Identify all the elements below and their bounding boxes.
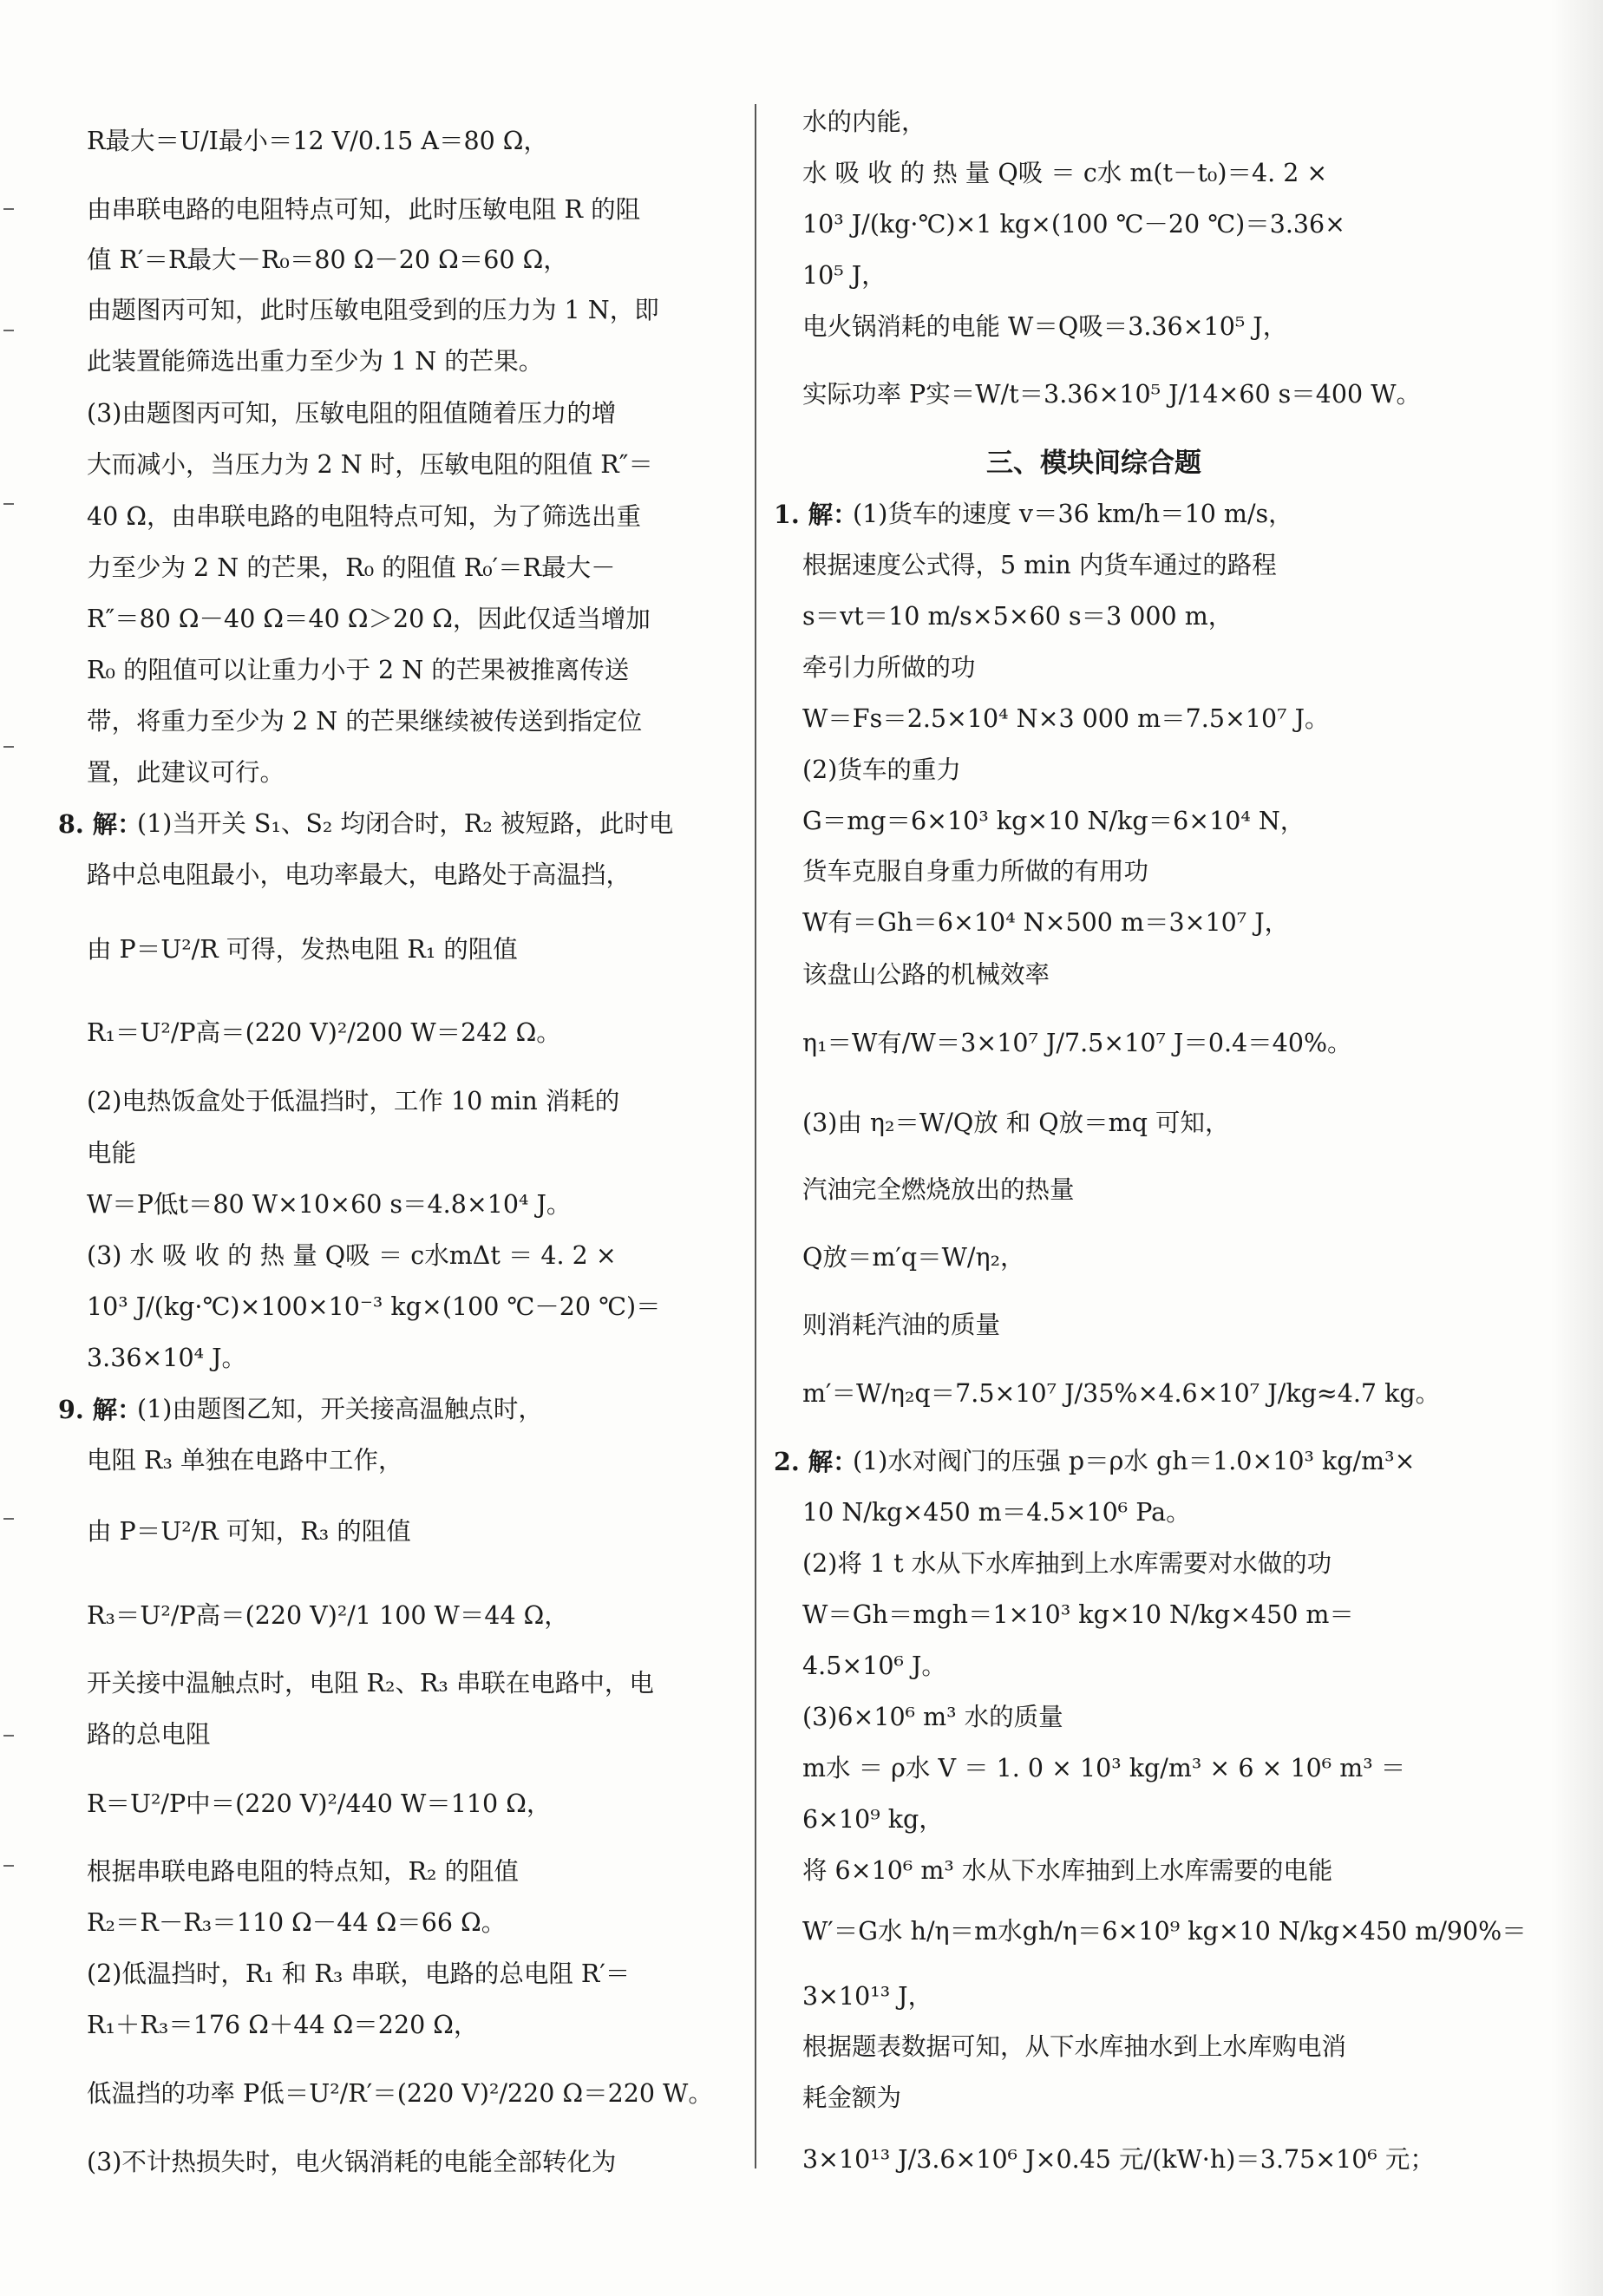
formula-line: R＝U²/P中＝(220 V)²/440 W＝110 Ω， bbox=[87, 1789, 552, 1818]
formula-line: 10 N/kg×450 m＝4.5×10⁶ Pa。 bbox=[802, 1498, 1191, 1527]
text-line: 此装置能筛选出重力至少为 1 N 的芒果。 bbox=[87, 347, 544, 376]
text-line: (1)由题图乙知，开关接高温触点时， bbox=[137, 1395, 543, 1423]
text-line: 带，将重力至少为 2 N 的芒果继续被传送到指定位 bbox=[87, 707, 643, 736]
text-line: 10³ J/(kg·℃)×1 kg×(100 ℃－20 ℃)＝3.36× bbox=[802, 210, 1346, 239]
formula-line: 低温挡的功率 P低＝U²/R′＝(220 V)²/220 Ω＝220 W。 bbox=[87, 2079, 713, 2108]
text-line: 该盘山公路的机械效率 bbox=[802, 960, 1050, 989]
text-line: 置，此建议可行。 bbox=[87, 758, 285, 787]
text-line: 40 Ω，由串联电路的电阻特点可知，为了筛选出重 bbox=[87, 502, 641, 531]
text-line: (2)将 1 t 水从下水库抽到上水库需要对水做的功 bbox=[802, 1549, 1332, 1578]
text-line: (3)不计热损失时，电火锅消耗的电能全部转化为 bbox=[87, 2148, 617, 2176]
text-line: R₀ 的阻值可以让重力小于 2 N 的芒果被推离传送 bbox=[87, 656, 630, 684]
text-line: 路的总电阻 bbox=[87, 1720, 211, 1749]
formula-line: W有＝Gh＝6×10⁴ N×500 m＝3×10⁷ J， bbox=[802, 908, 1290, 937]
text-line: 力至少为 2 N 的芒果，R₀ 的阻值 R₀′＝R最大－ bbox=[87, 553, 616, 582]
formula-line: W＝P低t＝80 W×10×60 s＝4.8×10⁴ J。 bbox=[87, 1190, 572, 1219]
binding-margin bbox=[0, 0, 19, 2296]
formula-line: W＝Fs＝2.5×10⁴ N×3 000 m＝7.5×10⁷ J。 bbox=[802, 704, 1330, 733]
text-line: R″＝80 Ω－40 Ω＝40 Ω＞20 Ω，因此仅适当增加 bbox=[87, 605, 651, 633]
text-line: (3)由题图丙可知，压敏电阻的阻值随着压力的增 bbox=[87, 399, 617, 428]
text-line: 由题图丙可知，此时压敏电阻受到的压力为 1 N，即 bbox=[87, 296, 659, 324]
formula-line: 3×10¹³ J， bbox=[802, 1982, 933, 2011]
formula-line: R₁＝U²/P高＝(220 V)²/200 W＝242 Ω。 bbox=[87, 1018, 561, 1047]
text-line: 将 6×10⁶ m³ 水从下水库抽到上水库需要的电能 bbox=[802, 1856, 1333, 1885]
text-line: 水 吸 收 的 热 量 Q吸 ＝ c水 m(t－t₀)＝4. 2 × bbox=[802, 159, 1328, 187]
formula-line: (3)由 η₂＝W/Q放 和 Q放＝mq 可知， bbox=[802, 1109, 1230, 1137]
text-line: (3) 水 吸 收 的 热 量 Q吸 ＝ c水mΔt ＝ 4. 2 × bbox=[87, 1241, 617, 1270]
text-line: 则消耗汽油的质量 bbox=[802, 1311, 1001, 1339]
formula-line: s＝vt＝10 m/s×5×60 s＝3 000 m， bbox=[802, 602, 1233, 631]
text-line: 根据题表数据可知，从下水库抽水到上水库购电消 bbox=[802, 2032, 1347, 2061]
text-line: 值 R′＝R最大－R₀＝80 Ω－20 Ω＝60 Ω， bbox=[87, 245, 568, 274]
text-line: (1)货车的速度 v＝36 km/h＝10 m/s， bbox=[853, 500, 1293, 528]
formula-line: 6×10⁹ kg， bbox=[802, 1805, 944, 1834]
text-line: 电能 bbox=[87, 1139, 137, 1168]
text-line: 大而减小，当压力为 2 N 时，压敏电阻的阻值 R″＝ bbox=[87, 450, 653, 479]
text-line: (1)当开关 S₁、S₂ 均闭合时，R₂ 被短路，此时电 bbox=[137, 809, 674, 838]
formula-line: G＝mg＝6×10³ kg×10 N/kg＝6×10⁴ N， bbox=[802, 807, 1305, 835]
text-line: (2)货车的重力 bbox=[802, 756, 961, 784]
text-line: 10³ J/(kg·℃)×100×10⁻³ kg×(100 ℃－20 ℃)＝ bbox=[87, 1292, 661, 1321]
question-2-label: 2. 解： bbox=[774, 1447, 858, 1476]
text-line: (2)低温挡时，R₁ 和 R₃ 串联，电路的总电阻 R′＝ bbox=[87, 1959, 631, 1988]
question-1-label: 1. 解： bbox=[774, 500, 858, 529]
text-line: (3)6×10⁶ m³ 水的质量 bbox=[802, 1703, 1063, 1731]
text-line: 10⁵ J， bbox=[802, 261, 887, 290]
formula-line: m′＝W/η₂q＝7.5×10⁷ J/35%×4.6×10⁷ J/kg≈4.7 kg。 bbox=[802, 1379, 1441, 1408]
page-edge-shadow bbox=[1551, 0, 1603, 2296]
text-line: 电阻 R₃ 单独在电路中工作， bbox=[87, 1446, 403, 1475]
text-line: 汽油完全燃烧放出的热量 bbox=[802, 1175, 1075, 1204]
text-line: (2)电热饭盒处于低温挡时，工作 10 min 消耗的 bbox=[87, 1087, 620, 1115]
text-line: 耗金额为 bbox=[802, 2083, 902, 2112]
text-line: 3.36×10⁴ J。 bbox=[87, 1344, 247, 1372]
formula-line: R₂＝R－R₃＝110 Ω－44 Ω＝66 Ω。 bbox=[87, 1908, 507, 1937]
text-line: 根据串联电路电阻的特点知，R₂ 的阻值 bbox=[87, 1857, 519, 1886]
formula-line: R₁＋R₃＝176 Ω＋44 Ω＝220 Ω， bbox=[87, 2011, 479, 2039]
formula-line: R₃＝U²/P高＝(220 V)²/1 100 W＝44 Ω， bbox=[87, 1601, 569, 1630]
text-line: 由串联电路的电阻特点可知，此时压敏电阻 R 的阻 bbox=[87, 195, 641, 224]
formula-line: η₁＝W有/W＝3×10⁷ J/7.5×10⁷ J＝0.4＝40%。 bbox=[802, 1029, 1352, 1057]
formula-line: 由 P＝U²/R 可知，R₃ 的阻值 bbox=[87, 1517, 411, 1546]
question-9-label: 9. 解： bbox=[58, 1395, 142, 1424]
text-line: R最大＝U/I最小＝12 V/0.15 A＝80 Ω， bbox=[87, 127, 548, 155]
text-line: 水的内能， bbox=[802, 108, 926, 136]
text-line: (1)水对阀门的压强 p＝ρ水 gh＝1.0×10³ kg/m³× bbox=[853, 1447, 1416, 1475]
text-line: 开关接中温触点时，电阻 R₂、R₃ 串联在电路中，电 bbox=[87, 1669, 654, 1697]
text-line: 货车克服自身重力所做的有用功 bbox=[802, 857, 1149, 886]
formula-line: 实际功率 P实＝W/t＝3.36×10⁵ J/14×60 s＝400 W。 bbox=[802, 380, 1422, 409]
text-line: 牵引力所做的功 bbox=[802, 653, 976, 682]
text-line: 根据速度公式得，5 min 内货车通过的路程 bbox=[802, 551, 1277, 579]
column-divider bbox=[755, 104, 756, 2168]
formula-line: W＝Gh＝mgh＝1×10³ kg×10 N/kg×450 m＝ bbox=[802, 1600, 1354, 1629]
question-8-label: 8. 解： bbox=[58, 809, 142, 839]
formula-line: 4.5×10⁶ J。 bbox=[802, 1652, 946, 1680]
formula-line: 3×10¹³ J/3.6×10⁶ J×0.45 元/(kW·h)＝3.75×10⁶ 元； bbox=[802, 2145, 1435, 2174]
formula-line: 由 P＝U²/R 可得，发热电阻 R₁ 的阻值 bbox=[87, 935, 518, 964]
text-line: 路中总电阻最小，电功率最大，电路处于高温挡， bbox=[87, 860, 631, 889]
text-line: 电火锅消耗的电能 W＝Q吸＝3.36×10⁵ J， bbox=[802, 312, 1288, 341]
section-heading: 三、模块间综合题 bbox=[986, 448, 1201, 479]
formula-line: W′＝G水 h/η＝m水gh/η＝6×10⁹ kg×10 N/kg×450 m/90%＝ bbox=[802, 1917, 1527, 1946]
formula-line: m水 ＝ ρ水 V ＝ 1. 0 × 10³ kg/m³ × 6 × 10⁶ m³ ＝ bbox=[802, 1754, 1406, 1783]
formula-line: Q放＝m′q＝W/η₂， bbox=[802, 1243, 1025, 1272]
